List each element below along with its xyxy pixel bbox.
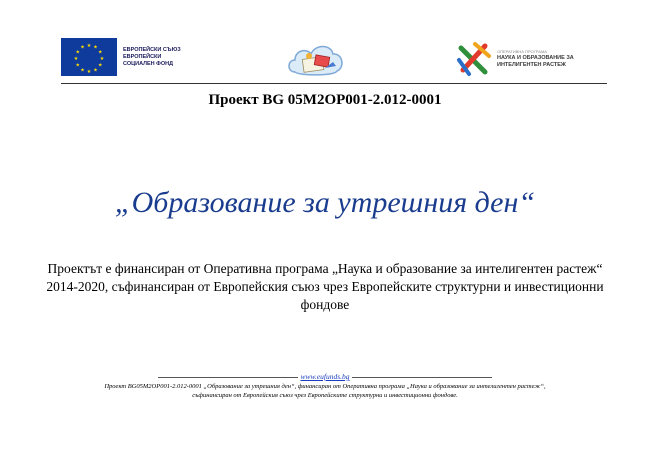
eu-flag-icon — [61, 38, 117, 76]
eu-logo-line: ЕВРОПЕЙСКИ СЪЮЗ — [123, 46, 181, 53]
page-footer — [40, 372, 610, 400]
funding-statement: Проектът е финансиран от Оперативна програма „Наука и образование за интелигентен растеж“ 2014-2020, съфинансиран от Европейския съюз чрез Европейските структурни и инвестиционни фондове — [46, 261, 604, 312]
program-x-icon — [455, 40, 493, 78]
eufunds-link[interactable]: www.eufunds.bg — [300, 372, 350, 381]
svg-text:★: ★ — [93, 44, 98, 51]
footer-link-line — [40, 372, 610, 382]
eu-logo — [61, 38, 193, 76]
header-divider — [61, 83, 607, 84]
svg-text:★: ★ — [93, 67, 98, 74]
svg-text:★: ★ — [73, 56, 79, 62]
program-logo-text — [497, 49, 597, 69]
footer-text-line: Проект BG05M2OP001-2.012-0001 „Образование за утрешния ден“, финансиран от Оперативна програма „Наука и образование за интелигентен растеж“, — [104, 383, 546, 390]
project-title: Проект BG 05M2OP001-2.012-0001 — [208, 92, 442, 108]
eu-logo-line: СОЦИАЛЕН ФОНД — [123, 60, 174, 67]
svg-text:★: ★ — [86, 43, 92, 49]
svg-text:★: ★ — [99, 56, 105, 62]
svg-text:★: ★ — [80, 67, 85, 74]
project-slogan: „Образование за утрешния ден“ — [114, 186, 536, 219]
page-header — [0, 0, 650, 84]
program-logo-line: ИНТЕЛИГЕНТЕН РАСТЕЖ — [497, 62, 566, 68]
svg-text:★: ★ — [75, 49, 80, 56]
program-logo-line: НАУКА И ОБРАЗОВАНИЕ ЗА — [497, 55, 574, 61]
svg-text:★: ★ — [98, 49, 103, 56]
footer-divider — [352, 377, 492, 378]
program-logo — [455, 40, 597, 78]
program-logo-small-line: ОПЕРАТИВНА ПРОГРАМА — [497, 49, 547, 54]
eu-logo-line: ЕВРОПЕЙСКИ — [123, 53, 162, 60]
eu-logo-text — [123, 47, 193, 68]
footer-divider — [158, 377, 298, 378]
svg-text:★: ★ — [86, 69, 92, 75]
svg-text:★: ★ — [98, 62, 103, 69]
school-cloud-logo-icon — [285, 38, 347, 80]
footer-text-line: съфинансиран от Европейския съюз чрез Европейските структурни и инвестиционни фондове. — [192, 392, 458, 399]
svg-text:★: ★ — [75, 62, 80, 69]
svg-text:★: ★ — [80, 44, 85, 51]
